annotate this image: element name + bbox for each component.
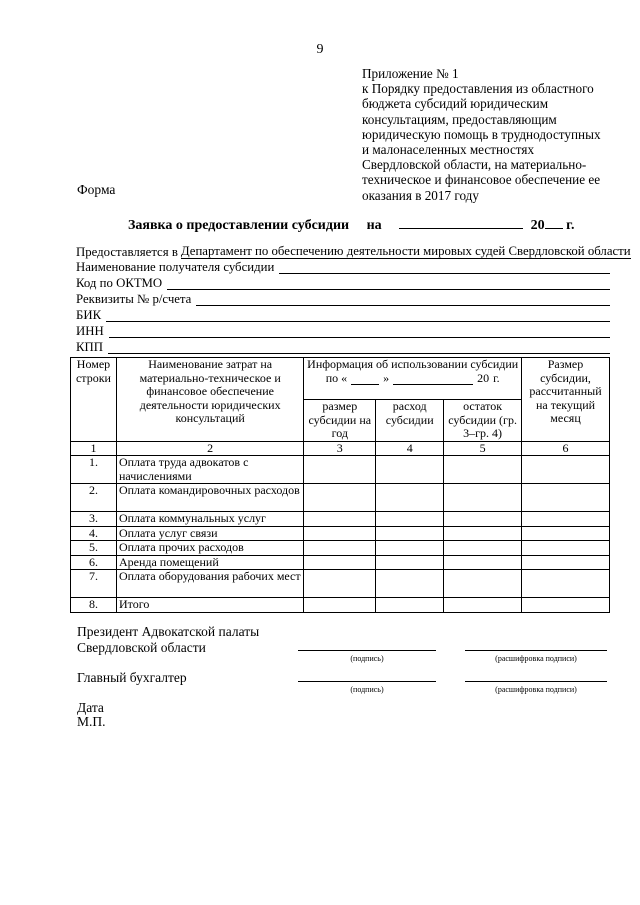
cell-monthly[interactable] [522,541,610,556]
cell-monthly[interactable] [522,598,610,613]
row-number: 4. [71,526,117,541]
account-label: Реквизиты № р/счета [76,292,192,306]
column-number: 2 [116,441,303,456]
period-by: по « [325,370,348,385]
table-row [71,456,610,484]
row-number: 1. [71,456,117,484]
header-usage-info [304,358,522,400]
usage-info-title: Информация об использовании субсидии [307,357,519,371]
cell-monthly[interactable] [522,555,610,570]
cell-spent[interactable] [376,512,444,527]
row-name: Оплата оборудования рабочих мест [116,570,303,598]
oktmo-field[interactable] [167,278,610,290]
cell-subsidy-year[interactable] [304,484,376,512]
column-number: 3 [304,441,376,456]
kpp-row [76,339,610,354]
column-number: 1 [71,441,117,456]
oktmo-row [76,275,610,290]
cell-spent[interactable] [376,526,444,541]
title-on: на [366,218,382,233]
kpp-field[interactable] [108,342,610,354]
president-transcript-line[interactable] [465,650,607,651]
header-monthly-subsidy: Размер субсидии, рассчитанный на текущий месяц [522,358,610,442]
row-name: Оплата коммунальных услуг [116,512,303,527]
period-g: г. [493,370,500,385]
appendix-line: Свердловской области, на материально- [362,157,587,173]
cell-spent[interactable] [376,555,444,570]
appendix-title: Приложение № 1 [362,66,459,81]
table-row [71,570,610,598]
cell-subsidy-year[interactable] [304,570,376,598]
period-month-blank[interactable] [393,374,473,385]
cell-subsidy-year[interactable] [304,541,376,556]
cell-balance[interactable] [444,555,522,570]
cell-monthly[interactable] [522,526,610,541]
appendix-line: и малонаселенных местностях [362,142,535,158]
header-subsidy-per-year: размер субсидии на год [304,400,376,442]
cell-spent[interactable] [376,598,444,613]
subsidy-table [70,357,610,613]
date-blank[interactable] [399,216,523,229]
bik-label: БИК [76,308,102,322]
row-name: Итого [116,598,303,613]
cell-subsidy-year[interactable] [304,598,376,613]
period-row [306,372,519,386]
cell-subsidy-year[interactable] [304,512,376,527]
cell-subsidy-year[interactable] [304,456,376,484]
table-row [71,598,610,613]
period-day-blank[interactable] [351,374,379,385]
page-number: 9 [316,42,324,57]
form-label: Форма [77,182,116,197]
document-title [128,216,574,234]
cell-balance[interactable] [444,512,522,527]
appendix-block [362,66,632,203]
period-quote: » [383,370,390,385]
appendix-line: юридическую помощь в труднодоступных [362,126,601,142]
row-name: Оплата труда адвокатов с начислениями [116,456,303,484]
cell-subsidy-year[interactable] [304,526,376,541]
accountant-transcript-line[interactable] [465,681,607,682]
appendix-line: техническое и финансовое обеспечение ее [362,172,601,188]
row-number: 8. [71,598,117,613]
accountant-signature-line[interactable] [298,681,436,682]
title-year-prefix: 20 [530,218,545,233]
year-blank[interactable] [545,216,563,229]
stamp-label: М.П. [77,714,106,729]
header-subsidy-spent: расход субсидии [376,400,444,442]
appendix-line: к Порядку предоставления из областного [362,81,594,97]
inn-field[interactable] [109,326,610,338]
cell-balance[interactable] [444,526,522,541]
title-year-suffix: г. [566,218,575,233]
cell-spent[interactable] [376,484,444,512]
cell-spent[interactable] [376,541,444,556]
cell-balance[interactable] [444,484,522,512]
header-subsidy-balance: остаток субсидии (гр. 3–гр. 4) [444,400,522,442]
appendix-line: оказания в 2017 году [362,187,479,203]
period-year: 20 [477,370,490,385]
appendix-line: консультациям, предоставляющим [362,111,557,127]
inn-label: ИНН [76,324,104,338]
provided-to-value[interactable]: Департамент по обеспечению деятельности мировых судей Свердловской области [180,244,631,258]
recipient-label: Наименование получателя субсидии [76,260,275,274]
cell-balance[interactable] [444,598,522,613]
row-number: 7. [71,570,117,598]
president-transcript-caption: (расшифровка подписи) [495,654,577,663]
row-number: 5. [71,541,117,556]
cell-spent[interactable] [376,570,444,598]
bik-row [76,307,610,322]
table-row [71,526,610,541]
date-label: Дата [77,700,104,715]
bik-field[interactable] [106,310,610,322]
row-number: 6. [71,555,117,570]
title-text: Заявка о предоставлении субсидии [128,218,350,233]
column-number: 6 [522,441,610,456]
cell-monthly[interactable] [522,570,610,598]
cell-monthly[interactable] [522,484,610,512]
table-row [71,541,610,556]
appendix-line: бюджета субсидий юридическим [362,96,549,112]
recipient-row [76,259,610,274]
row-name: Оплата услуг связи [116,526,303,541]
oktmo-label: Код по ОКТМО [76,276,163,290]
president-signature-caption: (подпись) [350,654,384,663]
column-numbers-row [71,441,610,456]
recipient-field[interactable] [279,262,610,274]
table-row [71,484,610,512]
president-signature-line[interactable] [298,650,436,651]
column-number: 5 [444,441,522,456]
cell-balance[interactable] [444,570,522,598]
cell-spent[interactable] [376,456,444,484]
header-row-number: Номер строки [71,358,117,442]
row-name: Оплата командировочных расходов [116,484,303,512]
cell-balance[interactable] [444,456,522,484]
account-field[interactable] [196,294,610,306]
accountant-signature-caption: (подпись) [350,685,384,694]
accountant-title: Главный бухгалтер [77,670,187,685]
cell-balance[interactable] [444,541,522,556]
header-expense-name: Наименование затрат на материально-техническое и финансовое обеспечение деятельности юридических консультаций [116,358,303,442]
president-line1: Президент Адвокатской палаты [77,624,260,639]
table-row [71,555,610,570]
cell-subsidy-year[interactable] [304,555,376,570]
column-number: 4 [376,441,444,456]
kpp-label: КПП [76,340,104,354]
row-name: Оплата прочих расходов [116,541,303,556]
accountant-transcript-caption: (расшифровка подписи) [495,685,577,694]
account-row [76,291,610,306]
president-title [77,624,259,655]
cell-monthly[interactable] [522,512,610,527]
provided-to-row [76,244,631,259]
table-row [71,512,610,527]
provided-to-label: Предоставляется в [76,245,178,259]
inn-row [76,323,610,338]
row-name: Аренда помещений [116,555,303,570]
cell-monthly[interactable] [522,456,610,484]
president-line2: Свердловской области [77,639,206,655]
row-number: 2. [71,484,117,512]
row-number: 3. [71,512,117,527]
